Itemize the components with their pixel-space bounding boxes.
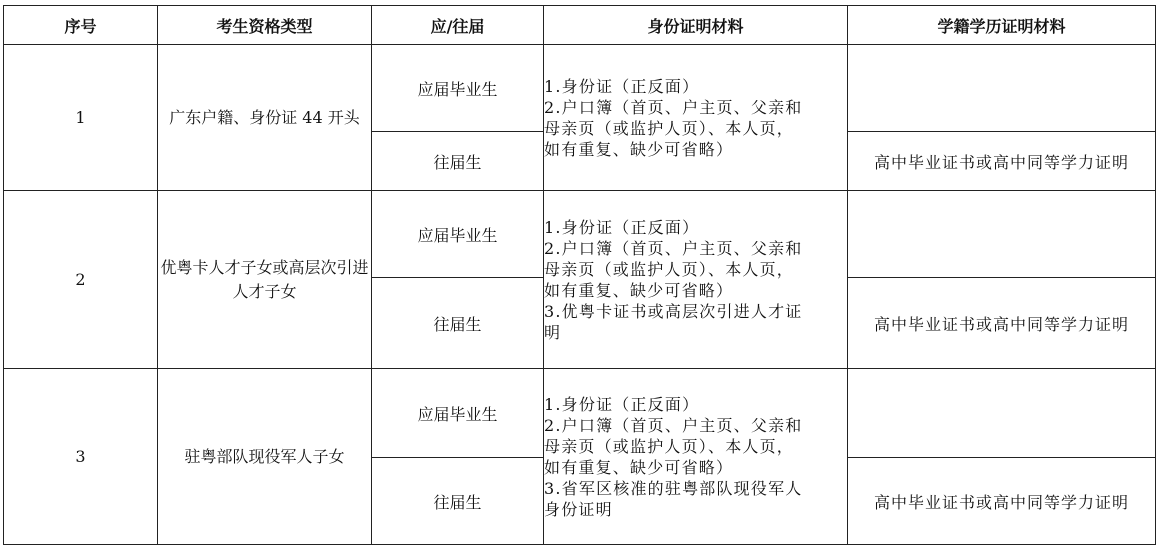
candidate-type: 广东户籍、身份证 44 开头 <box>158 45 372 191</box>
status-previous: 往届生 <box>372 458 544 545</box>
header-status: 应/往届 <box>372 6 544 45</box>
status-previous: 往届生 <box>372 132 544 191</box>
row-number: 3 <box>4 369 158 545</box>
id-material-line: 3.省军区核准的驻粤部队现役军人 <box>544 478 803 498</box>
id-materials <box>544 45 848 191</box>
header-num: 序号 <box>4 6 158 45</box>
id-material-line: 如有重复、缺少可省略） <box>544 139 734 159</box>
requirements-table <box>3 5 1156 545</box>
id-material-line: 3.优粤卡证书或高层次引进人才证 <box>544 301 803 321</box>
candidate-type: 驻粤部队现役军人子女 <box>158 369 372 545</box>
header-type: 考生资格类型 <box>158 6 372 45</box>
id-material-line: 1.身份证（正反面） <box>544 217 700 237</box>
candidate-type: 优粤卡人才子女或高层次引进人才子女 <box>158 191 372 369</box>
table-row <box>4 45 1156 132</box>
status-current: 应届毕业生 <box>372 369 544 458</box>
id-material-line: 母亲页（或监护人页）、本人页， <box>544 118 795 138</box>
id-material-line: 身份证明 <box>544 499 613 519</box>
edu-current <box>848 191 1156 278</box>
id-material-line: 如有重复、缺少可省略） <box>544 280 734 300</box>
id-material-line: 母亲页（或监护人页）、本人页， <box>544 436 795 456</box>
id-material-line: 母亲页（或监护人页）、本人页， <box>544 259 795 279</box>
edu-current <box>848 45 1156 132</box>
edu-current <box>848 369 1156 458</box>
table-row <box>4 191 1156 278</box>
id-material-line: 明 <box>544 322 562 342</box>
edu-previous: 高中毕业证书或高中同等学力证明 <box>848 458 1156 545</box>
edu-previous: 高中毕业证书或高中同等学力证明 <box>848 278 1156 369</box>
status-current: 应届毕业生 <box>372 45 544 132</box>
header-id: 身份证明材料 <box>544 6 848 45</box>
edu-previous: 高中毕业证书或高中同等学力证明 <box>848 132 1156 191</box>
table-row <box>4 369 1156 458</box>
id-material-line: 2.户口簿（首页、户主页、父亲和 <box>544 415 803 435</box>
id-material-line: 1.身份证（正反面） <box>544 394 700 414</box>
id-material-line: 2.户口簿（首页、户主页、父亲和 <box>544 238 803 258</box>
row-number: 2 <box>4 191 158 369</box>
status-current: 应届毕业生 <box>372 191 544 278</box>
id-materials <box>544 369 848 545</box>
header-edu: 学籍学历证明材料 <box>848 6 1156 45</box>
id-material-line: 2.户口簿（首页、户主页、父亲和 <box>544 97 803 117</box>
row-number: 1 <box>4 45 158 191</box>
status-previous: 往届生 <box>372 278 544 369</box>
header-row <box>4 6 1156 45</box>
id-material-line: 1.身份证（正反面） <box>544 76 700 96</box>
id-materials <box>544 191 848 369</box>
id-material-line: 如有重复、缺少可省略） <box>544 457 734 477</box>
